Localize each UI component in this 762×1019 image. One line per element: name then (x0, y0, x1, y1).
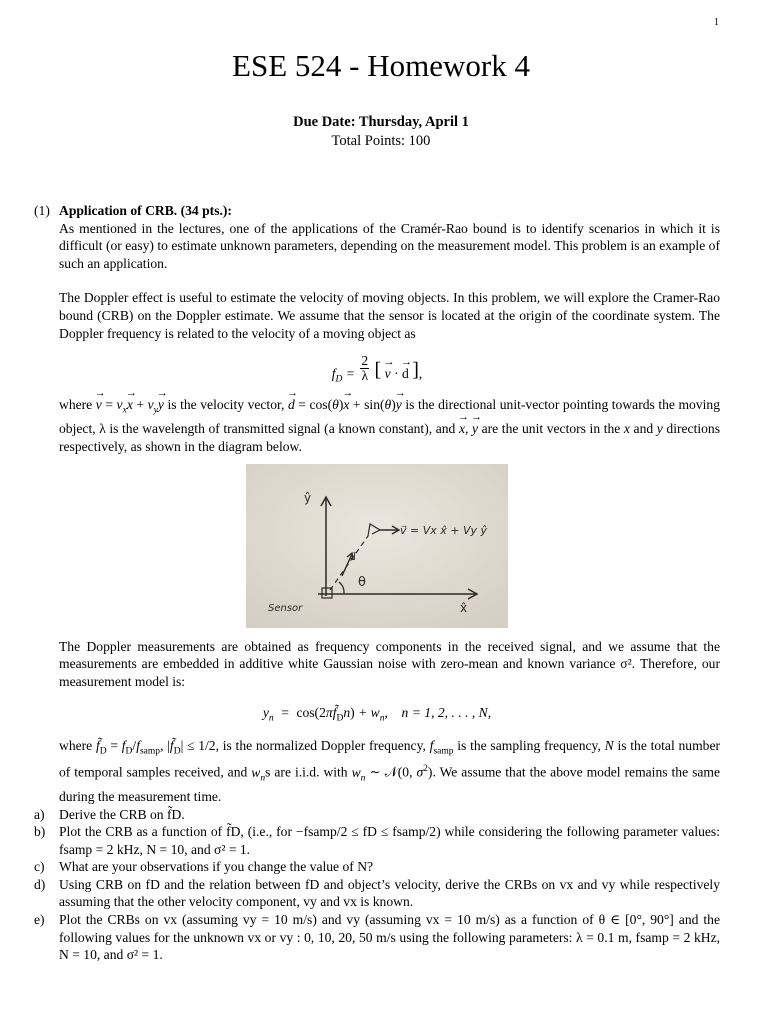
page-number: 1 (714, 17, 719, 28)
subquestion-a: a) Derive the CRB on f̃D. (34, 806, 185, 822)
problem-heading: Application of CRB. (34 pts.): (59, 203, 232, 218)
problem-intro: As mentioned in the lectures, one of the applications of the Cramér-Rao bound is to identify scenarios in which it is difficult (or easy) to estimate unknown parameters, depending on the measurement model. This problem is an example of such an application. (59, 220, 720, 271)
measurement-paragraph: The Doppler measurements are obtained as frequency components in the received signal, and we assume that the measurements are embedded in additive white Gaussian noise with zero-mean and known variance σ². Therefore, our measurement model is: (59, 638, 720, 689)
problem-heading-line (34, 202, 720, 220)
problem-content (34, 202, 720, 964)
doppler-diagram-drawing (246, 464, 508, 628)
subquestion-b: b) Plot the CRB as a function of f̃D, (i.e., for −fsamp/2 ≤ fD ≤ fsamp/2) while considering the following parameter values: fsamp = 2 kHz, N = 10, and σ² = 1. (34, 824, 720, 857)
where-paragraph: where → $v = v_x\to x + v_y\to y$ is the velocity vector, → d = cos(θ)→ x + sin(θ)→ y is the directional unit-vector pointing towards the moving object, λ is the wavelength of transmitted signal (a known constant), and → x, → y are the unit vectors in the x and y directions respectively, as shown in the diagram below. (34, 396, 720, 456)
subquestion-e: e) Plot the CRBs on vx (assuming vy = 10 m/s) and vy (assuming vx = 10 m/s) as a function of θ ∈ [0°, 90°] and the following values for the unknown vx or vy : 0, 10, 20, 50 m/s using the following parameters: λ = 0.1 m, fsamp = 2 kHz, N = 10, and σ² = 1. (34, 912, 720, 963)
subquestion-c: c) What are your observations if you change the value of N? (34, 859, 374, 875)
problem-number: (1) (34, 203, 50, 218)
doppler-equation: $f_D$ = $\frac{2}{\lambda}$ [ → v · → d ], (34, 354, 720, 388)
measurement-model-equation: $y_n$ = $\cos(2\pi f̃_Dn) + w_n$, n = 1, 2, . . . , N, (262, 705, 492, 725)
due-date: Due Date: Thursday, April 1 (293, 114, 469, 130)
y-hat-label: ŷ (304, 490, 312, 505)
doppler-diagram (246, 464, 508, 628)
subquestion-d: d) Using CRB on fD and the relation between fD and object’s velocity, derive the CRBs on vx and vy while respectively assuming that the other velocity component, vy and vx is known. (34, 876, 720, 910)
model-where-paragraph: where $f̃_D = f_D/f_{samp}$, $|f̃_D| \le 1/2$, is the normalized Doppler frequency, $f_{samp}$ is the sampling frequency, N is the total number of temporal samples received, and $w_ns$ are i.i.d. with $w_n$ ∼ 𝒩(0, $\sigma^2$). We assume that the above model remains the same during the measurement time. (59, 737, 721, 804)
subquestion-list (34, 806, 720, 964)
sensor-label: Sensor (268, 602, 303, 614)
total-points: Total Points: 100 (331, 133, 431, 149)
x-hat-label: x̂ (460, 600, 468, 615)
velocity-label: v⃗ = Vx x̂ + Vy ŷ (400, 523, 488, 537)
d-hat-label: d̂ (350, 552, 356, 563)
doppler-paragraph: The Doppler effect is useful to estimate the velocity of moving objects. In this problem, we will explore the Cramer-Rao bound (CRB) on the Doppler estimate. We assume that the sensor is located at the origin of the coordinate system. The Doppler frequency is related to the velocity of a moving object as (59, 290, 720, 341)
page-title: ESE 524 - Homework 4 (232, 48, 530, 83)
theta-label: θ (358, 574, 366, 590)
